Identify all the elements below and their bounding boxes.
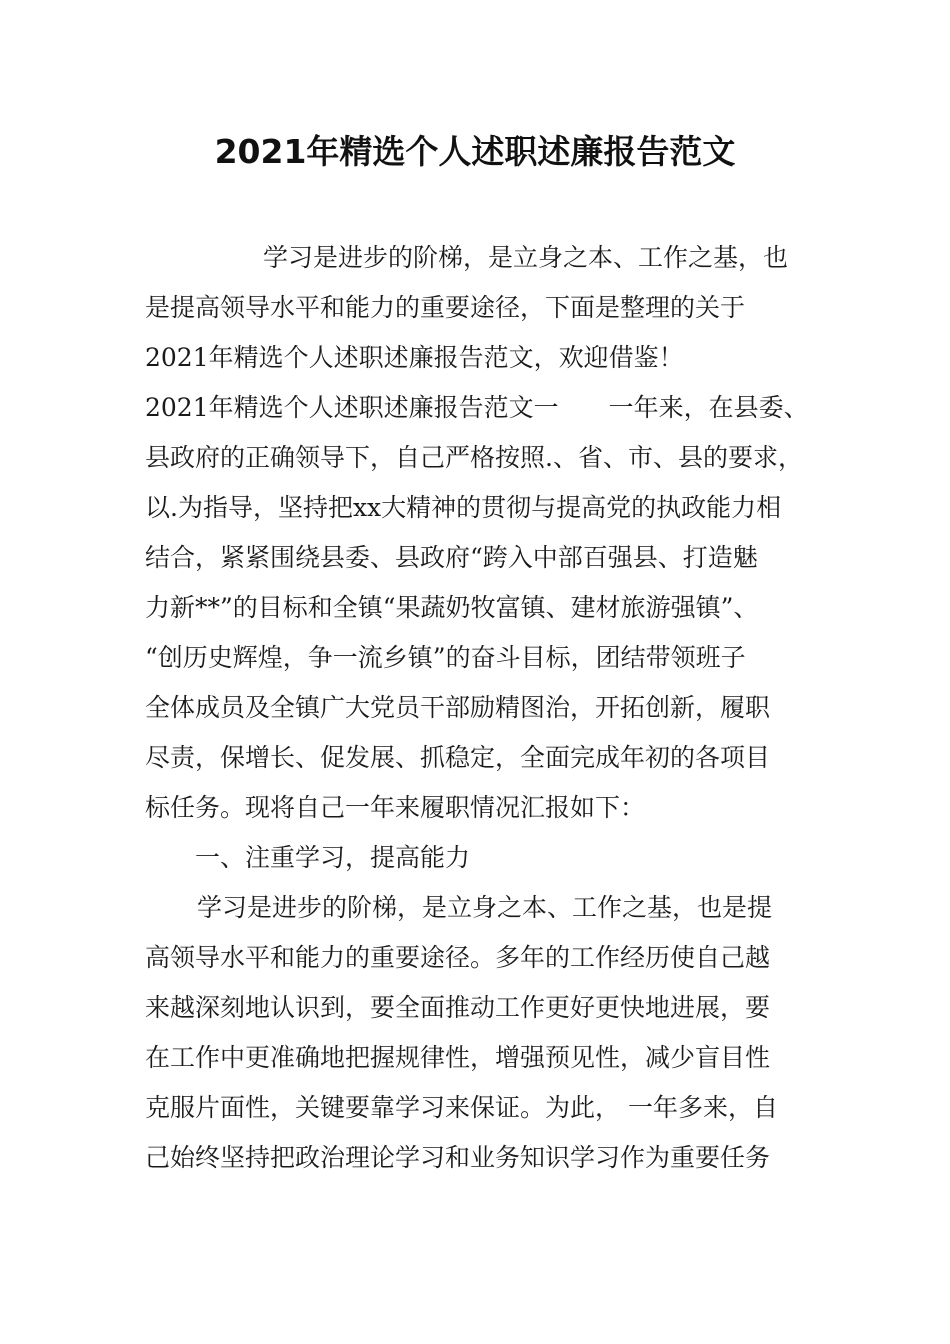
paragraph-line: “创历史辉煌，争一流乡镇”的奋斗目标，团结带领班子 (145, 643, 746, 672)
section-heading: 一、注重学习，提高能力 (195, 843, 471, 872)
paragraph-line: 结合，紧紧围绕县委、县政府“跨入中部百强县、打造魅 (145, 543, 758, 572)
paragraph-line: 学习是进步的阶梯，是立身之本、工作之基，也是提 (197, 893, 773, 922)
paragraph-line: 高领导水平和能力的重要途径。多年的工作经历使自己越 (145, 943, 771, 972)
paragraph-line: 力新**”的目标和全镇“果蔬奶牧富镇、建材旅游强镇”、 (145, 593, 759, 622)
paragraph-line: 以.为指导，坚持把xx大精神的贯彻与提高党的执政能力相 (145, 493, 782, 522)
paragraph-line: 学习是进步的阶梯，是立身之本、工作之基，也 (263, 243, 789, 272)
paragraph-line: 2021年精选个人述职述廉报告范文，欢迎借鉴！ (145, 343, 684, 372)
document-title: 2021年精选个人述职述廉报告范文 (214, 132, 736, 171)
paragraph-line: 尽责，保增长、促发展、抓稳定，全面完成年初的各项目 (145, 743, 771, 772)
paragraph-line: 己始终坚持把政治理论学习和业务知识学习作为重要任务 (145, 1143, 771, 1172)
paragraph-line: 是提高领导水平和能力的重要途径，下面是整理的关于 (145, 293, 746, 322)
paragraph-line: 来越深刻地认识到，要全面推动工作更好更快地进展，要 (145, 993, 771, 1022)
paragraph-line: 在工作中更准确地把握规律性，增强预见性，减少盲目性 (145, 1043, 771, 1072)
paragraph-line: 克服片面性，关键要靠学习来保证。为此， 一年多来，自 (145, 1093, 778, 1122)
paragraph-line: 2021年精选个人述职述廉报告范文一 一年来，在县委、 (145, 393, 809, 422)
paragraph-line: 标任务。现将自己一年来履职情况汇报如下： (145, 793, 646, 822)
paragraph-line: 县政府的正确领导下，自己严格按照.、省、市、县的要求， (145, 443, 803, 472)
paragraph-line: 全体成员及全镇广大党员干部励精图治，开拓创新，履职 (145, 693, 771, 722)
